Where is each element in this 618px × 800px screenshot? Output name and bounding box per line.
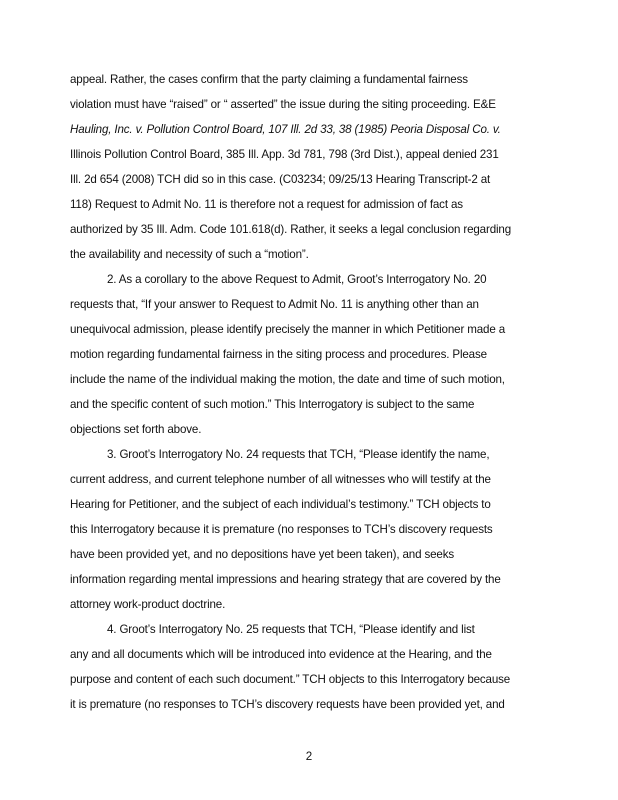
- body-line: any and all documents which will be introduced into evidence at the Hearing, and the: [70, 648, 492, 661]
- body-line: information regarding mental impressions and hearing strategy that are covered by the: [70, 573, 501, 586]
- page-number: 2: [305, 750, 313, 763]
- body-line: unequivocal admission, please identify precisely the manner in which Petitioner made a: [70, 323, 505, 336]
- body-line: attorney work-product doctrine.: [70, 598, 226, 611]
- body-line: 118) Request to Admit No. 11 is therefore not a request for admission of fact as: [70, 198, 463, 211]
- body-line: authorized by 35 Ill. Adm. Code 101.618(d). Rather, it seeks a legal conclusion regarding: [70, 223, 512, 236]
- body-line: requests that, “If your answer to Request to Admit No. 11 is anything other than an: [70, 298, 479, 311]
- paragraph-3-start: 3. Groot’s Interrogatory No. 24 requests that TCH, “Please identify the name,: [107, 448, 490, 461]
- body-line: the availability and necessity of such a “motion”.: [70, 248, 309, 261]
- body-line: Ill. 2d 654 (2008) TCH did so in this case. (C03234; 09/25/13 Hearing Transcript-2 at: [70, 173, 491, 186]
- body-line: current address, and current telephone number of all witnesses who will testify at the: [70, 473, 491, 486]
- body-line: have been provided yet, and no depositions have yet been taken), and seeks: [70, 548, 455, 561]
- body-line: it is premature (no responses to TCH’s discovery requests have been provided yet, and: [70, 698, 505, 711]
- body-line: include the name of the individual making the motion, the date and time of such motion,: [70, 373, 505, 386]
- body-line: objections set forth above.: [70, 423, 202, 436]
- body-line: Hauling, Inc. v. Pollution Control Board, 107 Ill. 2d 33, 38 (1985) Peoria Disposal Co. v.: [70, 123, 501, 136]
- body-line: motion regarding fundamental fairness in the siting process and procedures. Please: [70, 348, 487, 361]
- body-line: violation must have “raised” or “ asserted” the issue during the siting proceeding. E&E: [70, 98, 496, 111]
- body-line: Hearing for Petitioner, and the subject of each individual’s testimony.” TCH objects to: [70, 498, 491, 511]
- body-line: and the specific content of such motion.” This Interrogatory is subject to the same: [70, 398, 475, 411]
- body-line: appeal. Rather, the cases confirm that the party claiming a fundamental fairness: [70, 73, 468, 86]
- body-line: this Interrogatory because it is premature (no responses to TCH’s discovery requests: [70, 523, 493, 536]
- body-line: purpose and content of each such document.” TCH objects to this Interrogatory because: [70, 673, 511, 686]
- paragraph-4-start: 4. Groot’s Interrogatory No. 25 requests that TCH, “Please identify and list: [107, 623, 475, 636]
- body-line: Illinois Pollution Control Board, 385 Ill. App. 3d 781, 798 (3rd Dist.), appeal denied 231: [70, 148, 499, 161]
- paragraph-2-start: 2. As a corollary to the above Request to Admit, Groot’s Interrogatory No. 20: [107, 273, 487, 286]
